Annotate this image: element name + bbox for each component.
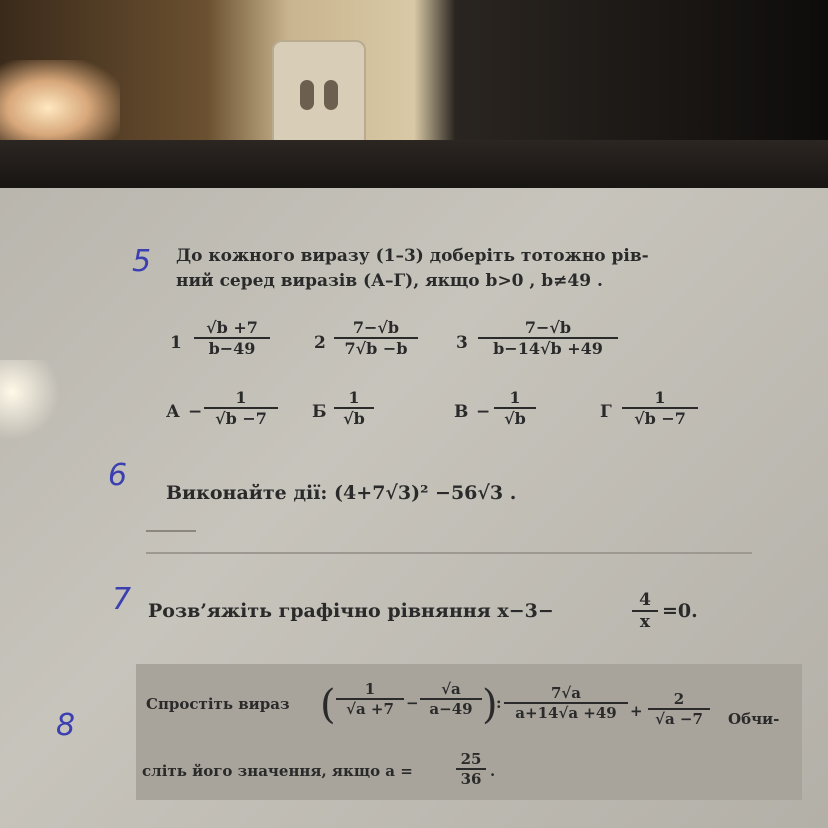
item1-denominator: b−49 bbox=[208, 339, 256, 358]
option-v-sign: − bbox=[476, 402, 491, 422]
minus-sign: − bbox=[406, 694, 419, 712]
item1-fraction bbox=[194, 318, 270, 358]
divider bbox=[146, 552, 752, 554]
task6-handwritten-number: 6 bbox=[108, 458, 128, 493]
task8-value-fraction bbox=[456, 750, 486, 788]
task8-f3-numerator: 7√a bbox=[504, 684, 628, 704]
task8-f2-numerator: √a bbox=[420, 680, 482, 700]
task5-handwritten-number: 5 bbox=[132, 244, 152, 279]
colon-sign: : bbox=[496, 694, 502, 712]
task8-f1-numerator: 1 bbox=[336, 680, 404, 700]
task5-line2: ний серед виразів (А–Г), якщо b>0 , b≠49 . bbox=[176, 271, 603, 291]
option-g-fraction bbox=[622, 388, 698, 428]
option-g-denominator: √b −7 bbox=[634, 409, 686, 428]
option-g-numerator: 1 bbox=[622, 388, 698, 409]
task7-handwritten-number: 7 bbox=[112, 582, 132, 617]
task8-fraction2 bbox=[420, 680, 482, 718]
task8-fraction1 bbox=[336, 680, 404, 718]
option-b-label: Б bbox=[312, 402, 327, 422]
option-v-denominator: √b bbox=[504, 409, 526, 428]
option-v-label: В bbox=[454, 402, 469, 422]
task8-handwritten-number: 8 bbox=[56, 708, 76, 743]
item2-label: 2 bbox=[314, 333, 326, 353]
option-b-fraction bbox=[334, 388, 374, 428]
option-b-denominator: √b bbox=[343, 409, 365, 428]
task8-value-denominator: 36 bbox=[460, 770, 482, 788]
background-photo bbox=[0, 0, 828, 160]
task8-f4-numerator: 2 bbox=[648, 690, 710, 710]
item1-label: 1 bbox=[170, 333, 182, 353]
task8-f3-denominator: a+14√a +49 bbox=[515, 704, 617, 722]
task7-numerator: 4 bbox=[632, 590, 658, 612]
item2-denominator: 7√b −b bbox=[344, 339, 408, 358]
task8-fraction3 bbox=[504, 684, 628, 722]
left-paren: ( bbox=[320, 682, 336, 728]
task7-denominator: x bbox=[639, 612, 651, 632]
task7-text: Розв’яжіть графічно рівняння x−3− bbox=[148, 600, 554, 622]
item2-fraction bbox=[334, 318, 418, 358]
task8-f2-denominator: a−49 bbox=[429, 700, 473, 718]
task8-lead: Спростіть вираз bbox=[146, 695, 290, 713]
option-a-sign: − bbox=[188, 402, 203, 422]
plus-sign: + bbox=[630, 702, 643, 720]
wall-outlet bbox=[272, 40, 366, 149]
item3-denominator: b−14√b +49 bbox=[493, 339, 603, 358]
option-v-fraction bbox=[494, 388, 536, 428]
divider bbox=[146, 530, 196, 532]
task8-fraction4 bbox=[648, 690, 710, 728]
item3-label: 3 bbox=[456, 333, 468, 353]
task8-after: Обчи- bbox=[728, 710, 780, 728]
option-a-label: А bbox=[166, 402, 180, 422]
item3-fraction bbox=[478, 318, 618, 358]
right-paren: ) bbox=[482, 682, 498, 728]
task6-text: Виконайте дії: (4+7√3)² −56√3 . bbox=[166, 482, 517, 504]
task8-line2: сліть його значення, якщо a = bbox=[142, 762, 413, 780]
item2-numerator: 7−√b bbox=[334, 318, 418, 339]
outlet-hole bbox=[324, 80, 338, 110]
period: . bbox=[490, 762, 496, 780]
task8-f1-denominator: √a +7 bbox=[346, 700, 394, 718]
task8-value-numerator: 25 bbox=[456, 750, 486, 770]
option-a-fraction bbox=[204, 388, 278, 428]
outlet-hole bbox=[300, 80, 314, 110]
item1-numerator: √b +7 bbox=[194, 318, 270, 339]
option-v-numerator: 1 bbox=[494, 388, 536, 409]
task7-tail: =0. bbox=[662, 600, 698, 622]
option-a-denominator: √b −7 bbox=[215, 409, 267, 428]
task8-f4-denominator: √a −7 bbox=[655, 710, 703, 728]
option-a-numerator: 1 bbox=[204, 388, 278, 409]
task7-fraction bbox=[632, 590, 658, 632]
task5-line1: До кожного виразу (1–3) доберіть тотожно рів- bbox=[176, 246, 649, 266]
lamp-glow bbox=[0, 60, 120, 140]
item3-numerator: 7−√b bbox=[478, 318, 618, 339]
option-b-numerator: 1 bbox=[334, 388, 374, 409]
light-glare bbox=[0, 360, 60, 440]
option-g-label: Г bbox=[600, 402, 612, 422]
